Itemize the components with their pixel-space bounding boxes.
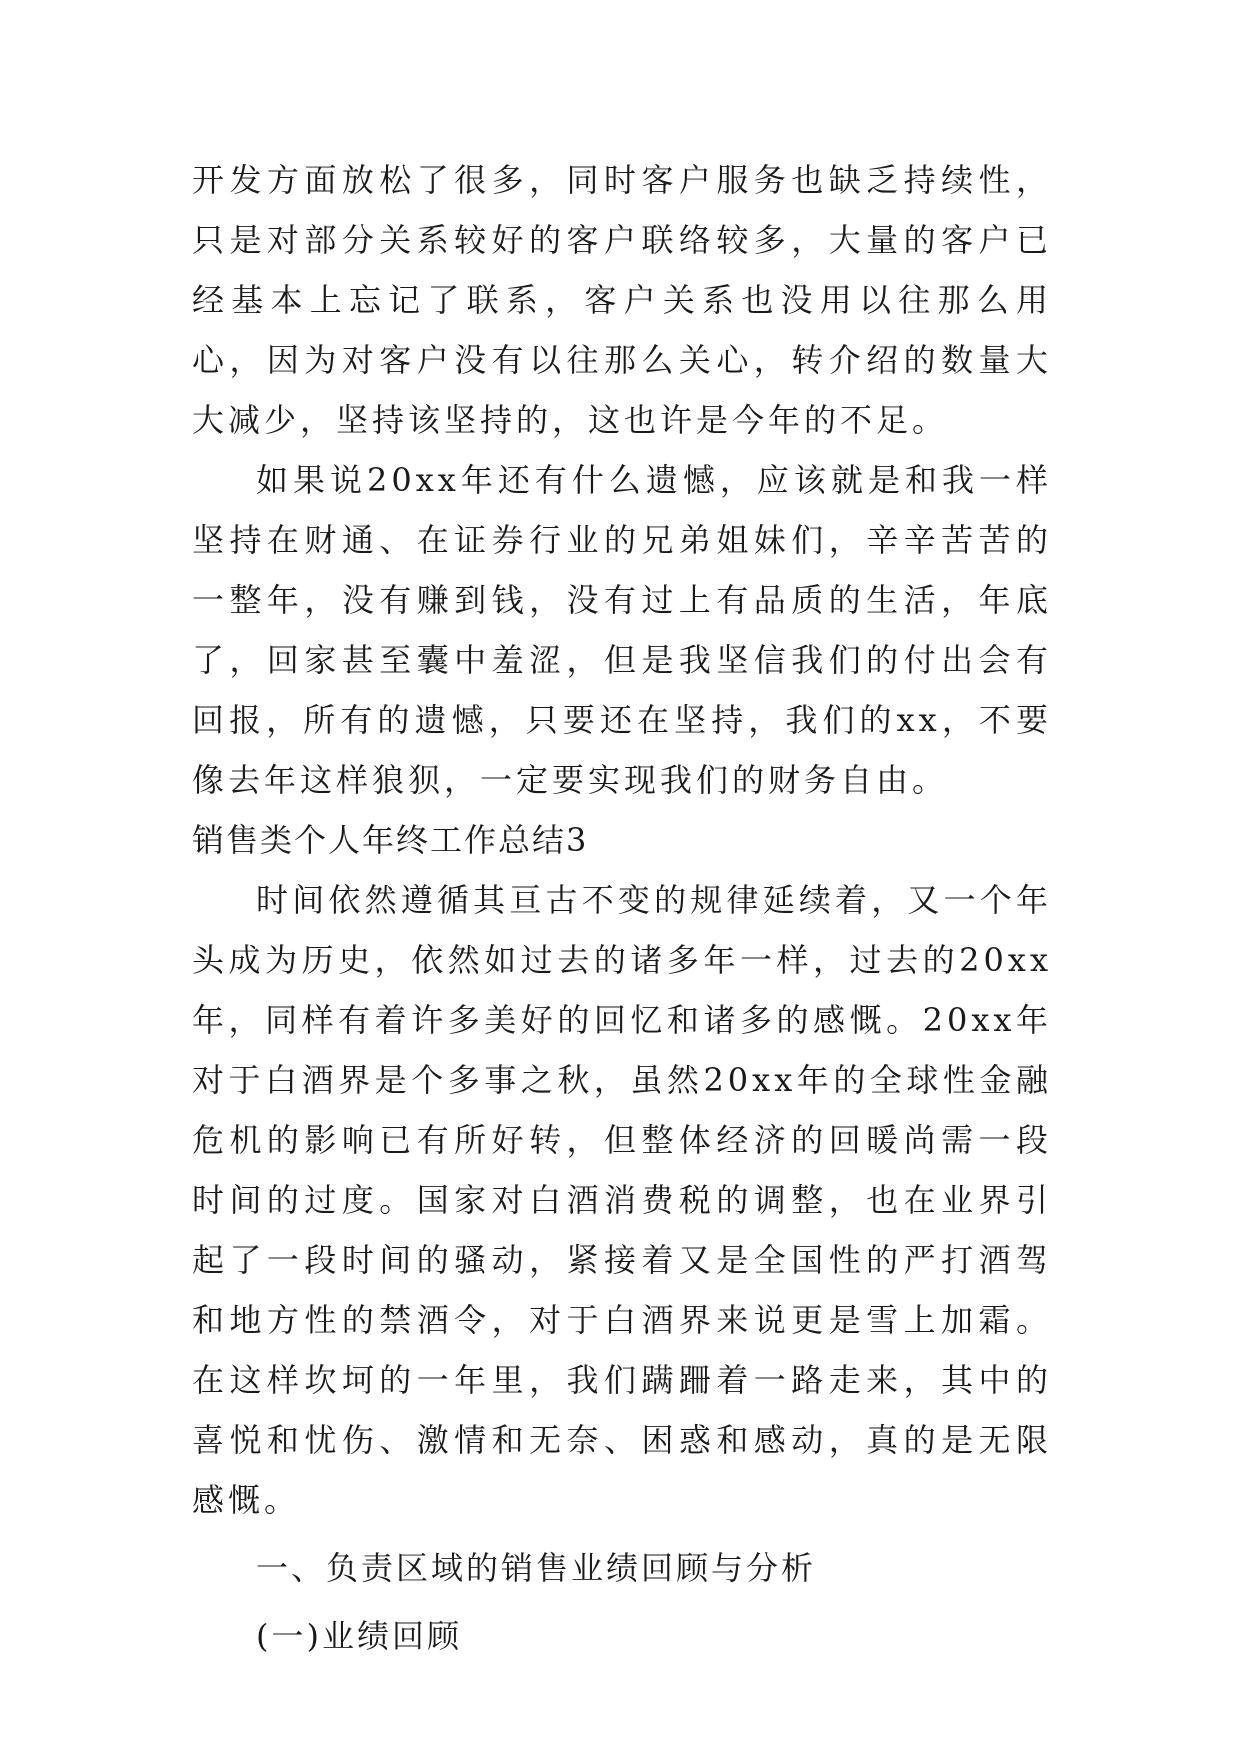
heading-level-1: 一、负责区域的销售业绩回顾与分析 [256, 1549, 817, 1587]
spacer [192, 1530, 1052, 1538]
paragraph-continued: 开发方面放松了很多，同时客户服务也缺乏持续性，只是对部分关系较好的客户联络较多，大量的客户已经基本上忘记了联系，客户关系也没用以往那么用心，因为对客户没有以往那么关心，转介绍的数量大大减少，坚持该坚持的，这也许是今年的不足。 [192, 161, 1052, 439]
paragraph-section-intro: 时间依然遵循其亘古不变的规律延续着，又一个年头成为历史，依然如过去的诸多年一样，过去的20xx年，同样有着许多美好的回忆和诸多的感慨。20xx年对于白酒界是个多事之秋，虽然20xx年的全球性金融危机的影响已有所好转，但整体经济的回暖尚需一段时间的过度。国家对白酒消费税的调整，也在业界引起了一段时间的骚动，紧接着又是全国性的严打酒驾和地方性的禁酒令，对于白酒界来说更是雪上加霜。在这样坎坷的一年里，我们蹒跚着一路走来，其中的喜悦和忧伤、激情和无奈、困惑和感动，真的是无限感慨。 [192, 881, 1052, 1519]
spacer [192, 1598, 1052, 1606]
document-page [192, 150, 1052, 1666]
section-title: 销售类个人年终工作总结3 [192, 821, 589, 859]
paragraph-regrets: 如果说20xx年还有什么遗憾，应该就是和我一样坚持在财通、在证券行业的兄弟姐妹们，辛辛苦苦的一整年，没有赚到钱，没有过上有品质的生活，年底了，回家甚至囊中羞涩，但是我坚信我们的付出会有回报，所有的遗憾，只要还在坚持，我们的xx，不要像去年这样狼狈，一定要实现我们的财务自由。 [192, 461, 1052, 799]
heading-level-2: (一)业绩回顾 [256, 1617, 462, 1655]
